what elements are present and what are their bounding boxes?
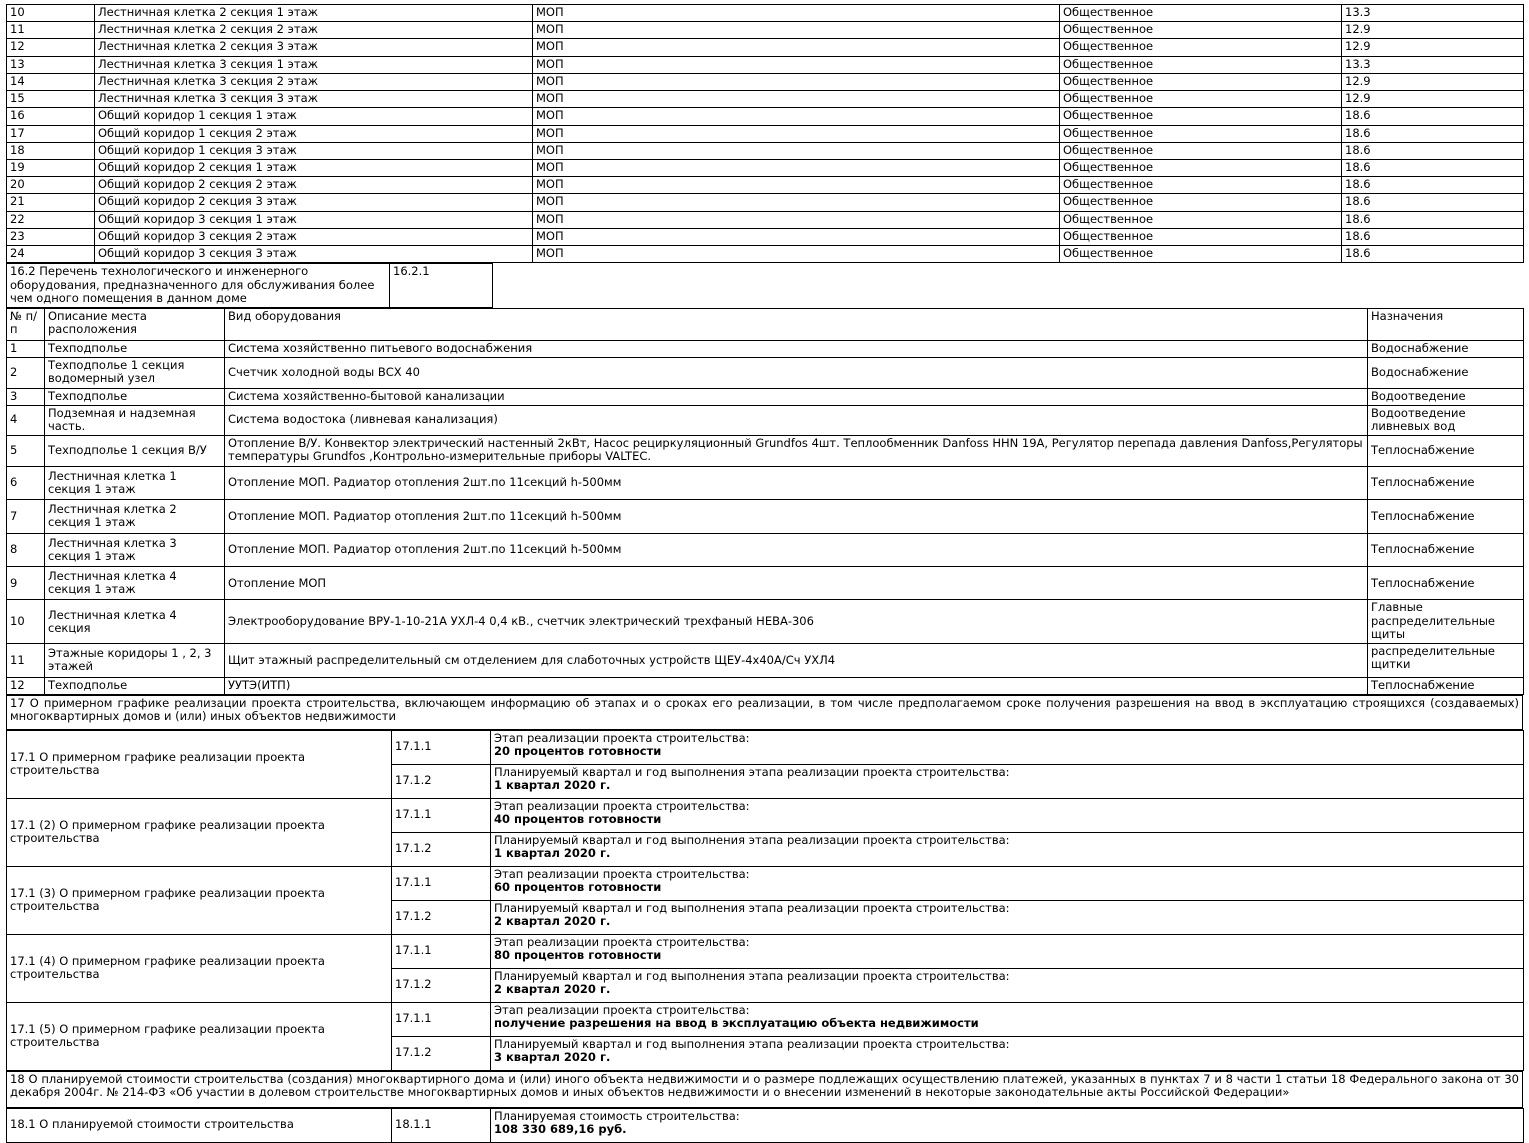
schedule-item-code: 17.1.1: [392, 798, 491, 832]
premise-area: 18.6: [1342, 211, 1524, 228]
equipment-location: Техподполье: [45, 340, 225, 357]
schedule-item-cell: [491, 900, 1524, 934]
table-row: [7, 677, 1524, 694]
equipment-purpose: Водоснабжение: [1368, 358, 1524, 388]
equipment-purpose: Водоснабжение: [1368, 340, 1524, 357]
equipment-num: 4: [7, 405, 45, 435]
table-row: [7, 1002, 1524, 1036]
premise-type: МОП: [533, 108, 1060, 125]
premise-num: 15: [7, 91, 95, 108]
premise-area: 13.3: [1342, 56, 1524, 73]
schedule-item-value: 2 квартал 2020 г.: [494, 981, 611, 996]
table-row: [7, 91, 1524, 108]
schedule-item-value: 1 квартал 2020 г.: [494, 777, 611, 792]
section-16-2-title: 16.2 Перечень технологического и инженерного оборудования, предназначенного для обслуживания более чем одного помещения в данном доме: [7, 264, 390, 308]
premise-num: 19: [7, 159, 95, 176]
table-row: [7, 159, 1524, 176]
schedule-item-cell: [491, 968, 1524, 1002]
section-18-title: 18 О планируемой стоимости строительства (создания) многоквартирного дома и (или) иного объекта недвижимости и о размере подлежащих осуществлению платежей, указанных в пунктах 7 и 8 части 1 статьи 18 Федерального закона от 30 декабря 2004г. № 214-ФЗ «Об участии в долевом строительстве многоквартирных домов и иных объектов недвижимости и о внесении изменений в некоторые законодательные акты Российской Федерации»: [7, 1071, 1523, 1107]
schedule-item-code: 17.1.2: [392, 832, 491, 866]
schedule-group-label: 17.1 О примерном графике реализации проекта строительства: [7, 730, 392, 798]
table-row: [7, 39, 1524, 56]
equipment-num: 5: [7, 436, 45, 466]
equipment-num: 12: [7, 677, 45, 694]
equipment-table-header-row: [7, 308, 1524, 340]
schedule-item-value: 80 процентов готовности: [494, 947, 662, 962]
table-row: [7, 934, 1524, 968]
equipment-location: Лестничная клетка 4 секция: [45, 600, 225, 644]
schedule-item-cell: [491, 1002, 1524, 1036]
equipment-kind: Счетчик холодной воды ВСХ 40: [225, 358, 1368, 388]
equipment-purpose: Водоотведение: [1368, 388, 1524, 405]
premise-name: Лестничная клетка 2 секция 1 этаж: [95, 5, 533, 22]
equipment-kind: Система хозяйственно питьевого водоснабжения: [225, 340, 1368, 357]
equipment-purpose: распределительные щитки: [1368, 644, 1524, 677]
equipment-purpose: Теплоснабжение: [1368, 436, 1524, 466]
premise-type: МОП: [533, 142, 1060, 159]
premise-type: МОП: [533, 125, 1060, 142]
section-17-title: 17 О примерном графике реализации проекта строительства, включающем информацию об этапах и о сроках его реализации, в том числе предполагаемом сроке получения разрешения на ввод в эксплуатацию строящихся (создаваемых) многоквартирных домов и (или) иных объектов недвижимости: [7, 695, 1523, 729]
schedule-item-caption: Планируемый квартал и год выполнения этапа реализации проекта строительства:: [494, 764, 1010, 779]
equipment-purpose: Водоотведение ливневых вод: [1368, 405, 1524, 435]
premise-name: Лестничная клетка 3 секция 1 этаж: [95, 56, 533, 73]
schedule-item-cell: [491, 1036, 1524, 1070]
premise-name: Общий коридор 1 секция 3 этаж: [95, 142, 533, 159]
schedule-group-label: 17.1 (2) О примерном графике реализации проекта строительства: [7, 798, 392, 866]
premise-area: 12.9: [1342, 22, 1524, 39]
header-purpose: Назначения: [1368, 308, 1524, 340]
equipment-kind: Система хозяйственно-бытовой канализации: [225, 388, 1368, 405]
premise-num: 21: [7, 194, 95, 211]
schedule-item-value: 60 процентов готовности: [494, 879, 662, 894]
equipment-kind: УУТЭ(ИТП): [225, 677, 1368, 694]
equipment-location: Лестничная клетка 2 секция 1 этаж: [45, 500, 225, 533]
premise-purpose: Общественное: [1060, 22, 1342, 39]
table-row: [7, 405, 1524, 435]
schedule-item-caption: Этап реализации проекта строительства:: [494, 1002, 750, 1017]
premise-area: 18.6: [1342, 246, 1524, 263]
cost-code: 18.1.1: [392, 1108, 491, 1142]
premise-num: 20: [7, 177, 95, 194]
premise-purpose: Общественное: [1060, 177, 1342, 194]
equipment-purpose: Теплоснабжение: [1368, 500, 1524, 533]
equipment-location: Подземная и надземная часть.: [45, 405, 225, 435]
premises-table: [6, 4, 1524, 263]
equipment-kind: Электрооборудование ВРУ-1-10-21А УХЛ-4 0,4 кВ., счетчик электрический трехфаный НЕВА-306: [225, 600, 1368, 644]
equipment-location: Этажные коридоры 1 , 2, 3 этажей: [45, 644, 225, 677]
premise-num: 24: [7, 246, 95, 263]
table-row: [7, 600, 1524, 644]
table-row: [7, 194, 1524, 211]
equipment-purpose: Теплоснабжение: [1368, 466, 1524, 499]
equipment-kind: Отопление МОП. Радиатор отопления 2шт.по 11секций h-500мм: [225, 500, 1368, 533]
cost-caption: Планируемая стоимость строительства:: [494, 1108, 740, 1123]
premise-area: 18.6: [1342, 194, 1524, 211]
header-num: № п/п: [7, 308, 45, 340]
schedule-item-caption: Планируемый квартал и год выполнения этапа реализации проекта строительства:: [494, 1036, 1010, 1051]
premise-type: МОП: [533, 56, 1060, 73]
section-18-table: [6, 1108, 1524, 1143]
table-row: [7, 730, 1524, 764]
section-16-2-title-row: [7, 264, 1524, 308]
table-row: [7, 340, 1524, 357]
premise-num: 13: [7, 56, 95, 73]
premise-area: 13.3: [1342, 5, 1524, 22]
section-18-title-row: [7, 1071, 1523, 1107]
equipment-num: 11: [7, 644, 45, 677]
table-row: [7, 1108, 1524, 1142]
premise-name: Лестничная клетка 2 секция 2 этаж: [95, 22, 533, 39]
section-16-2-spacer: [493, 264, 1524, 308]
equipment-kind: Отопление МОП. Радиатор отопления 2шт.по 11секций h-500мм: [225, 533, 1368, 566]
premise-purpose: Общественное: [1060, 125, 1342, 142]
premise-area: 18.6: [1342, 228, 1524, 245]
premise-purpose: Общественное: [1060, 5, 1342, 22]
premise-purpose: Общественное: [1060, 246, 1342, 263]
premise-area: 12.9: [1342, 39, 1524, 56]
premise-type: МОП: [533, 159, 1060, 176]
premise-num: 14: [7, 73, 95, 90]
table-row: [7, 644, 1524, 677]
table-row: [7, 228, 1524, 245]
schedule-item-caption: Этап реализации проекта строительства:: [494, 730, 750, 745]
schedule-item-cell: [491, 730, 1524, 764]
premise-purpose: Общественное: [1060, 56, 1342, 73]
equipment-num: 9: [7, 567, 45, 600]
schedule-item-cell: [491, 798, 1524, 832]
premise-area: 18.6: [1342, 142, 1524, 159]
schedule-item-code: 17.1.1: [392, 866, 491, 900]
premise-name: Общий коридор 3 секция 3 этаж: [95, 246, 533, 263]
schedule-item-caption: Планируемый квартал и год выполнения этапа реализации проекта строительства:: [494, 968, 1010, 983]
premise-num: 17: [7, 125, 95, 142]
premise-purpose: Общественное: [1060, 108, 1342, 125]
premise-name: Общий коридор 2 секция 2 этаж: [95, 177, 533, 194]
equipment-purpose: Главные распределительные щиты: [1368, 600, 1524, 644]
premise-area: 18.6: [1342, 125, 1524, 142]
premise-type: МОП: [533, 211, 1060, 228]
premise-type: МОП: [533, 246, 1060, 263]
cost-value: 108 330 689,16 руб.: [494, 1121, 627, 1136]
equipment-table: [6, 308, 1524, 695]
table-row: [7, 5, 1524, 22]
section-17-schedule-table: [6, 730, 1524, 1071]
schedule-item-value: 1 квартал 2020 г.: [494, 845, 611, 860]
premise-num: 18: [7, 142, 95, 159]
table-row: [7, 56, 1524, 73]
premise-name: Общий коридор 2 секция 1 этаж: [95, 159, 533, 176]
equipment-location: Техподполье: [45, 677, 225, 694]
table-row: [7, 798, 1524, 832]
schedule-item-code: 17.1.1: [392, 1002, 491, 1036]
premise-purpose: Общественное: [1060, 211, 1342, 228]
table-row: [7, 211, 1524, 228]
premise-name: Общий коридор 1 секция 1 этаж: [95, 108, 533, 125]
table-row: [7, 246, 1524, 263]
section-16-2-header-table: [6, 263, 1524, 308]
table-row: [7, 177, 1524, 194]
premise-purpose: Общественное: [1060, 159, 1342, 176]
premise-num: 22: [7, 211, 95, 228]
premise-name: Общий коридор 3 секция 1 этаж: [95, 211, 533, 228]
table-row: [7, 866, 1524, 900]
schedule-item-code: 17.1.1: [392, 934, 491, 968]
table-row: [7, 125, 1524, 142]
equipment-num: 6: [7, 466, 45, 499]
header-location: Описание места расположения: [45, 308, 225, 340]
table-row: [7, 22, 1524, 39]
table-row: [7, 466, 1524, 499]
table-row: [7, 388, 1524, 405]
equipment-num: 10: [7, 600, 45, 644]
equipment-kind: Отопление В/У. Конвектор электрический настенный 2кВт, Насос рециркуляционный Grundfos 4шт. Теплообменник Danfoss HHN 19A, Регулятор перепада давления Danfoss,Регуляторы температуры Grundfos ,Контрольно-измерительные приборы VALTEC.: [225, 436, 1368, 466]
equipment-location: Лестничная клетка 3 секция 1 этаж: [45, 533, 225, 566]
schedule-item-caption: Планируемый квартал и год выполнения этапа реализации проекта строительства:: [494, 832, 1010, 847]
section-17-title-row: [7, 695, 1523, 729]
equipment-num: 8: [7, 533, 45, 566]
schedule-group-label: 17.1 (5) О примерном графике реализации проекта строительства: [7, 1002, 392, 1070]
premise-type: МОП: [533, 91, 1060, 108]
table-row: [7, 500, 1524, 533]
premise-name: Общий коридор 3 секция 2 этаж: [95, 228, 533, 245]
premise-area: 12.9: [1342, 91, 1524, 108]
equipment-location: Техподполье 1 секция водомерный узел: [45, 358, 225, 388]
equipment-location: Лестничная клетка 1 секция 1 этаж: [45, 466, 225, 499]
premise-purpose: Общественное: [1060, 39, 1342, 56]
cost-cell: [491, 1108, 1524, 1142]
premise-type: МОП: [533, 22, 1060, 39]
premise-type: МОП: [533, 39, 1060, 56]
table-row: [7, 142, 1524, 159]
premise-purpose: Общественное: [1060, 73, 1342, 90]
cost-label: 18.1 О планируемой стоимости строительства: [7, 1108, 392, 1142]
header-equipment: Вид оборудования: [225, 308, 1368, 340]
schedule-item-cell: [491, 934, 1524, 968]
schedule-group-label: 17.1 (3) О примерном графике реализации проекта строительства: [7, 866, 392, 934]
schedule-item-code: 17.1.2: [392, 764, 491, 798]
table-row: [7, 358, 1524, 388]
premise-type: МОП: [533, 5, 1060, 22]
equipment-purpose: Теплоснабжение: [1368, 533, 1524, 566]
premise-area: 18.6: [1342, 108, 1524, 125]
equipment-location: Техподполье 1 секция В/У: [45, 436, 225, 466]
equipment-purpose: Теплоснабжение: [1368, 677, 1524, 694]
equipment-num: 1: [7, 340, 45, 357]
table-row: [7, 108, 1524, 125]
schedule-item-value: 3 квартал 2020 г.: [494, 1049, 611, 1064]
equipment-kind: Щит этажный распределительный см отделением для слаботочных устройств ЩЕУ-4х40А/Сч УХЛ4: [225, 644, 1368, 677]
schedule-item-code: 17.1.2: [392, 1036, 491, 1070]
premise-type: МОП: [533, 194, 1060, 211]
premise-num: 23: [7, 228, 95, 245]
table-row: [7, 533, 1524, 566]
schedule-item-value: 20 процентов готовности: [494, 743, 662, 758]
schedule-item-cell: [491, 764, 1524, 798]
premise-area: 12.9: [1342, 73, 1524, 90]
schedule-item-value: 2 квартал 2020 г.: [494, 913, 611, 928]
equipment-kind: Отопление МОП: [225, 567, 1368, 600]
schedule-item-caption: Этап реализации проекта строительства:: [494, 798, 750, 813]
premise-purpose: Общественное: [1060, 228, 1342, 245]
equipment-num: 7: [7, 500, 45, 533]
table-row: [7, 567, 1524, 600]
equipment-location: Лестничная клетка 4 секция 1 этаж: [45, 567, 225, 600]
equipment-location: Техподполье: [45, 388, 225, 405]
section-17-title-table: [6, 695, 1523, 730]
schedule-item-cell: [491, 832, 1524, 866]
schedule-item-value: получение разрешения на ввод в эксплуатацию объекта недвижимости: [494, 1015, 979, 1030]
section-16-2-code: 16.2.1: [390, 264, 493, 308]
schedule-item-caption: Этап реализации проекта строительства:: [494, 934, 750, 949]
premise-name: Общий коридор 2 секция 3 этаж: [95, 194, 533, 211]
premise-purpose: Общественное: [1060, 194, 1342, 211]
premise-purpose: Общественное: [1060, 142, 1342, 159]
premise-type: МОП: [533, 73, 1060, 90]
table-row: [7, 436, 1524, 466]
equipment-num: 3: [7, 388, 45, 405]
schedule-item-code: 17.1.2: [392, 968, 491, 1002]
premise-area: 18.6: [1342, 159, 1524, 176]
schedule-item-code: 17.1.2: [392, 900, 491, 934]
premise-name: Общий коридор 1 секция 2 этаж: [95, 125, 533, 142]
schedule-item-cell: [491, 866, 1524, 900]
table-row: [7, 73, 1524, 90]
premises-table-body: [7, 5, 1524, 263]
premise-name: Лестничная клетка 2 секция 3 этаж: [95, 39, 533, 56]
equipment-num: 2: [7, 358, 45, 388]
section-18-title-table: [6, 1071, 1523, 1108]
equipment-kind: Отопление МОП. Радиатор отопления 2шт.по 11секций h-500мм: [225, 466, 1368, 499]
premise-num: 10: [7, 5, 95, 22]
premise-purpose: Общественное: [1060, 91, 1342, 108]
premise-num: 11: [7, 22, 95, 39]
schedule-item-code: 17.1.1: [392, 730, 491, 764]
equipment-kind: Система водостока (ливневая канализация): [225, 405, 1368, 435]
schedule-item-value: 40 процентов готовности: [494, 811, 662, 826]
premise-name: Лестничная клетка 3 секция 2 этаж: [95, 73, 533, 90]
premise-type: МОП: [533, 228, 1060, 245]
premise-num: 16: [7, 108, 95, 125]
premise-num: 12: [7, 39, 95, 56]
schedule-group-label: 17.1 (4) О примерном графике реализации проекта строительства: [7, 934, 392, 1002]
schedule-item-caption: Планируемый квартал и год выполнения этапа реализации проекта строительства:: [494, 900, 1010, 915]
equipment-purpose: Теплоснабжение: [1368, 567, 1524, 600]
premise-area: 18.6: [1342, 177, 1524, 194]
schedule-item-caption: Этап реализации проекта строительства:: [494, 866, 750, 881]
premise-type: МОП: [533, 177, 1060, 194]
premise-name: Лестничная клетка 3 секция 3 этаж: [95, 91, 533, 108]
